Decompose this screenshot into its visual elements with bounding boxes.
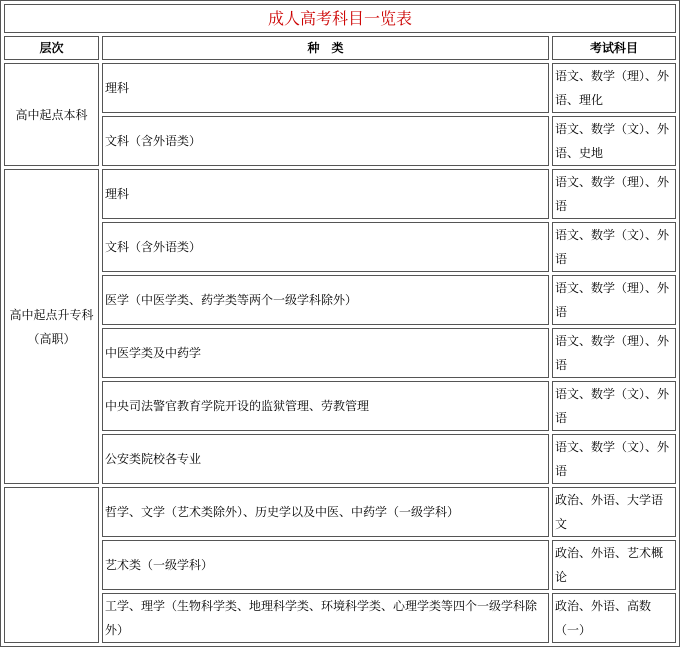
subjects-cell: 语文、数学（文）、外语 [552, 222, 676, 272]
table-row [4, 328, 676, 378]
subjects-cell: 语文、数学（文）、外语 [552, 434, 676, 484]
subjects-cell: 语文、数学（文）、外语、史地 [552, 116, 676, 166]
level-cell [4, 487, 99, 643]
table-row [4, 487, 676, 537]
category-cell: 文科（含外语类） [102, 116, 549, 166]
category-cell: 艺术类（一级学科） [102, 540, 549, 590]
category-cell: 哲学、文学（艺术类除外）、历史学以及中医、中药学（一级学科） [102, 487, 549, 537]
category-cell: 理科 [102, 169, 549, 219]
subjects-cell: 语文、数学（理）、外语 [552, 169, 676, 219]
level-line-1: 高中起点升专科 [9, 307, 94, 322]
table-row [4, 63, 676, 113]
category-cell: 中央司法警官教育学院开设的监狱管理、劳教管理 [102, 381, 549, 431]
category-cell: 工学、理学（生物科学类、地理科学类、环境科学类、心理学类等四个一级学科除外） [102, 593, 549, 643]
level-line-2: （高职） [27, 331, 76, 346]
table-row [4, 593, 676, 643]
table-title: 成人高考科目一览表 [4, 4, 676, 33]
title-row [4, 4, 676, 33]
table-row [4, 222, 676, 272]
header-category: 种 类 [102, 36, 549, 60]
subjects-cell: 政治、外语、高数（一） [552, 593, 676, 643]
subjects-cell: 语文、数学（理）、外语 [552, 328, 676, 378]
table-row [4, 540, 676, 590]
table-row [4, 434, 676, 484]
category-cell: 中医学类及中药学 [102, 328, 549, 378]
header-subjects: 考试科目 [552, 36, 676, 60]
category-cell: 文科（含外语类） [102, 222, 549, 272]
level-cell [4, 169, 99, 484]
subjects-cell: 语文、数学（文）、外语 [552, 381, 676, 431]
subjects-cell: 语文、数学（理）、外语、理化 [552, 63, 676, 113]
header-row [4, 36, 676, 60]
subjects-cell: 政治、外语、大学语文 [552, 487, 676, 537]
subjects-cell: 政治、外语、艺术概论 [552, 540, 676, 590]
category-cell: 医学（中医学类、药学类等两个一级学科除外） [102, 275, 549, 325]
header-level: 层次 [4, 36, 99, 60]
category-cell: 理科 [102, 63, 549, 113]
subjects-cell: 语文、数学（理）、外语 [552, 275, 676, 325]
table-row [4, 381, 676, 431]
level-cell: 高中起点本科 [4, 63, 99, 166]
table-row [4, 169, 676, 219]
table-row [4, 116, 676, 166]
category-cell: 公安类院校各专业 [102, 434, 549, 484]
table-row [4, 275, 676, 325]
